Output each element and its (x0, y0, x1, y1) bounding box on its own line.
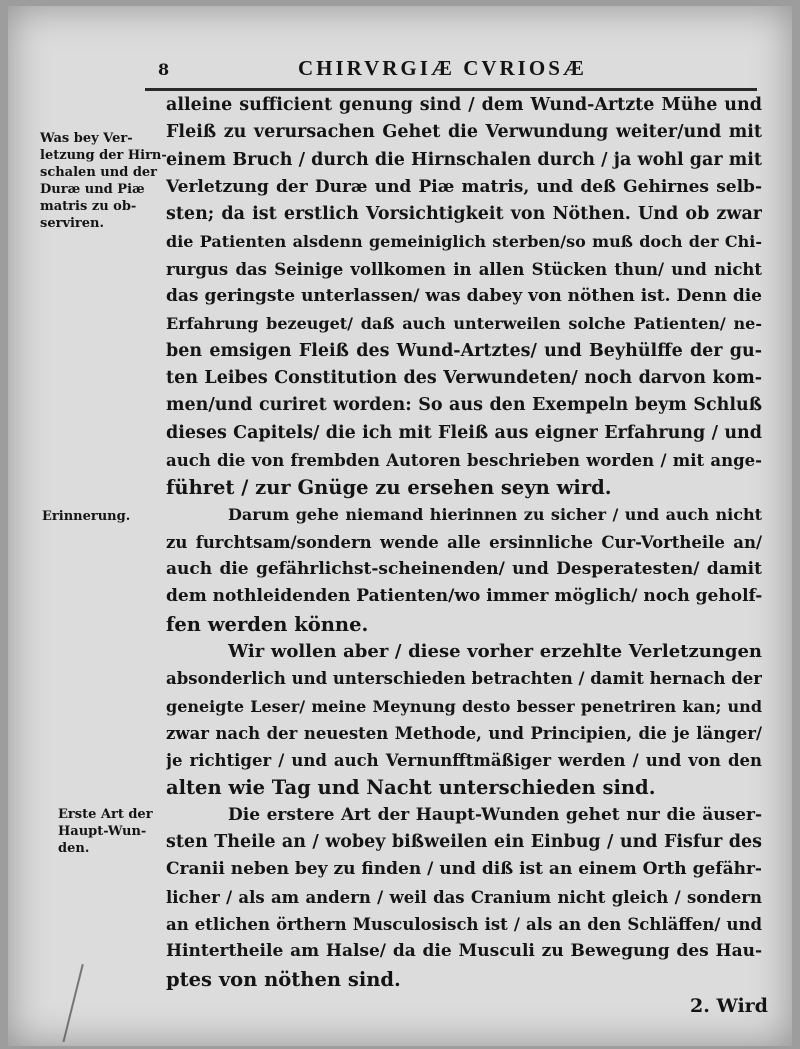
text-line: die Patienten alsdenn gemeiniglich sterben/so muß doch der Chi- (166, 232, 762, 252)
marginal-line: Erste Art der (58, 807, 153, 822)
marginal-note-erinnerung (42, 508, 130, 525)
text-line: zu furchtsam/sondern wende alle ersinnliche Cur-Vortheile an/ (166, 532, 762, 552)
text-line: einem Bruch / durch die Hirnschalen durch / ja wohl gar mit (166, 149, 762, 170)
text-line: Darum gehe niemand hierinnen zu sicher / und auch nicht (228, 505, 762, 525)
marginal-note-verletzung (40, 130, 167, 232)
text-line: rurgus das Seinige vollkomen in allen Stücken thun/ und nicht (166, 259, 762, 279)
text-line: alten wie Tag und Nacht unterschieden sind. (166, 776, 656, 800)
marginal-line: matris zu ob- (40, 199, 137, 214)
page-number: 8 (158, 60, 170, 79)
text-line: Fleiß zu verursachen Gehet die Verwundung weiter/und mit (166, 122, 762, 143)
text-line: dieses Capitels/ die ich mit Fleiß aus eigner Erfahrung / und (166, 422, 762, 443)
text-line: men/und curiret worden: So aus den Exempeln beym Schluß (166, 395, 762, 416)
text-line: Erfahrung bezeuget/ daß auch unterweilen solche Patienten/ ne- (166, 314, 762, 334)
marginal-line: schalen und der (40, 165, 158, 180)
text-line: Wir wollen aber / diese vorher erzehlte Verletzungen (228, 640, 762, 662)
paper-stain (62, 964, 91, 1044)
text-line: ten Leibes Constitution des Verwundeten/ noch darvon kom- (166, 367, 762, 388)
text-line: sten; da ist erstlich Vorsichtigkeit von Nöthen. Und ob zwar (166, 204, 762, 225)
text-line: ptes von nöthen sind. (166, 967, 401, 991)
text-line: alleine sufficient genung sind / dem Wund-Artzte Mühe und (166, 95, 762, 115)
text-line: das geringste unterlassen/ was dabey von nöthen ist. Denn die (166, 286, 762, 307)
text-line: dem nothleidenden Patienten/wo immer möglich/ noch geholf- (166, 586, 762, 607)
marginal-line: letzung der Hirn- (40, 148, 167, 163)
header-rule (145, 88, 757, 91)
text-line: Cranii neben bey zu finden / und diß ist an einem Orth gefähr- (166, 859, 762, 880)
text-line: Die erstere Art der Haupt-Wunden gehet nur die äuser- (228, 804, 762, 825)
text-line: an etlichen örthern Musculosisch ist / als an den Schläffen/ und (166, 914, 762, 934)
text-line: je richtiger / und auch Vernunfftmäßiger werden / und von den (166, 751, 762, 771)
text-line: geneigte Leser/ meine Meynung desto besser penetriren kan; und (166, 696, 762, 716)
catchword: 2. Wird (690, 995, 768, 1017)
running-title: CHIRVRGIÆ CVRIOSÆ (298, 56, 587, 80)
marginal-note-erste-art (58, 806, 153, 857)
text-line: auch die von frembden Autoren beschrieben worden / mit ange- (166, 450, 762, 470)
text-line: absonderlich und unterschieden betrachten / damit hernach der (166, 669, 762, 689)
marginal-line: Erinnerung. (42, 509, 131, 524)
text-line: licher / als am andern / weil das Cranium nicht gleich / sondern (166, 887, 762, 907)
marginal-line: den. (58, 841, 90, 856)
text-line: sten Theile an / wobey bißweilen ein Einbug / und Fisfur des (166, 832, 762, 853)
marginal-line: Was bey Ver- (40, 131, 133, 146)
text-line: Hintertheile am Halse/ da die Musculi zu Bewegung des Hau- (166, 941, 762, 962)
page-header (158, 56, 773, 86)
marginal-line: Duræ und Piæ (40, 182, 145, 197)
text-line: ben emsigen Fleiß des Wund-Artztes/ und Beyhülffe der gu- (166, 340, 762, 361)
text-line: Verletzung der Duræ und Piæ matris, und deß Gehirnes selb- (166, 176, 762, 197)
text-line: fen werden könne. (166, 612, 369, 636)
text-line: auch die gefährlichst-scheinenden/ und Desperatesten/ damit (166, 559, 762, 580)
text-line: führet / zur Gnüge zu ersehen seyn wird. (166, 476, 612, 500)
marginal-line: Haupt-Wun- (58, 824, 147, 839)
marginal-line: serviren. (40, 216, 105, 231)
body-text (166, 92, 762, 993)
text-line: zwar nach der neuesten Methode, und Principien, die je länger/ (166, 723, 762, 743)
